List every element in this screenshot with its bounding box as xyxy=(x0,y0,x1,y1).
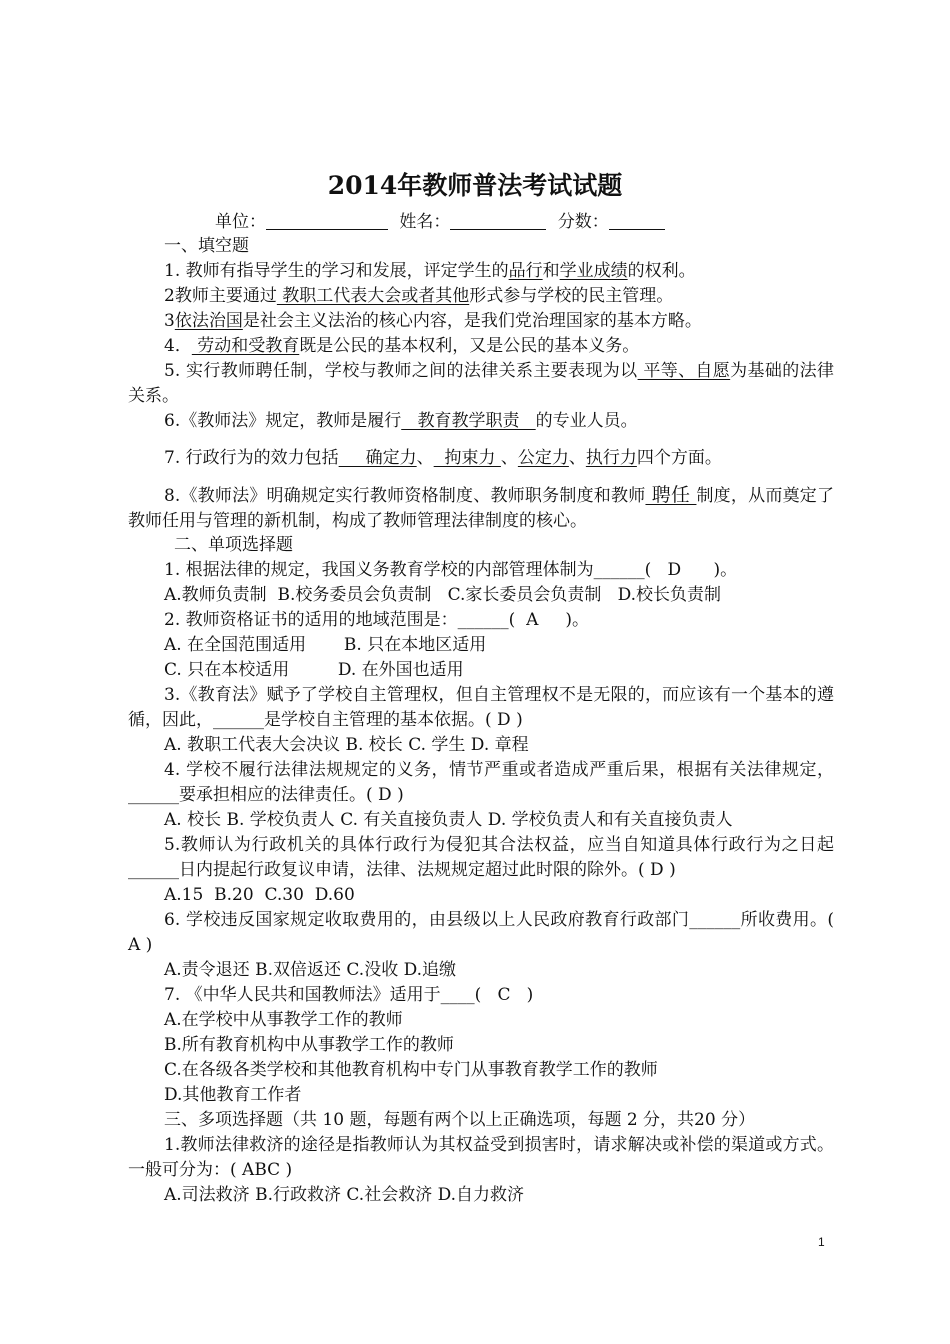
choice-question-3: 3.《教育法》赋予了学校自主管理权，但自主管理权不是无限的，而应该有一个基本的遵循，因此，______是学校自主管理的基本依据。( D ) xyxy=(128,685,834,730)
multi-question-1: 1.教师法律救济的途径是指教师认为其权益受到损害时，请求解决或补偿的渠道或方式。一般可分为：( ABC ) xyxy=(128,1135,834,1180)
header-fields xyxy=(215,210,921,235)
fill-question-8: 8.《教师法》明确规定实行教师资格制度、教师职务制度和教师 聘任 制度，从而奠定了教师任用与管理的新机制，构成了教师管理法律制度的核心。 xyxy=(128,484,835,531)
score-blank xyxy=(609,211,665,230)
fill-question-3: 3依法治国是社会主义法治的核心内容，是我们党治理国家的基本方略。 xyxy=(164,311,702,331)
choice-option: D.其他教育工作者 xyxy=(164,1085,302,1105)
unit-blank xyxy=(266,211,388,230)
choice-question-5: 5.教师认为行政机关的具体行政行为侵犯其合法权益，应当自知道具体行政行为之日起______日内提起行政复议申请，法律、法规规定超过此时限的除外。( D ) xyxy=(128,835,834,880)
fill-question-7: 7. 行政行为的效力包括 确定力、 拘束力 、公定力、执行力四个方面。 xyxy=(164,448,722,468)
choice-options: A. 校长 B. 学校负责人 C. 有关直接负责人 D. 学校负责人和有关直接负责人 xyxy=(164,810,733,830)
choice-options: A.司法救济 B.行政救济 C.社会救济 D.自力救济 xyxy=(164,1185,525,1205)
section-heading: 二、单项选择题 xyxy=(174,535,293,555)
choice-option: C.在各级各类学校和其他教育机构中专门从事教育教学工作的教师 xyxy=(164,1060,658,1080)
choice-question-4: 4. 学校不履行法律法规规定的义务，情节严重或者造成严重后果，根据有关法律规定，______要承担相应的法律责任。( D ) xyxy=(128,760,834,805)
choice-question-2: 2. 教师资格证书的适用的地域范围是：______( A )。 xyxy=(164,610,589,630)
choice-question-7: 7. 《中华人民共和国教师法》适用于____( C ) xyxy=(164,985,534,1005)
choice-option: A.在学校中从事教学工作的教师 xyxy=(164,1010,403,1030)
name-blank xyxy=(450,211,546,230)
choice-options: A.责令退还 B.双倍返还 C.没收 D.追缴 xyxy=(164,960,457,980)
choice-question-6: 6. 学校违反国家规定收取费用的，由县级以上人民政府教育行政部门______所收费用。( A ) xyxy=(128,910,834,955)
choice-option: B.所有教育机构中从事教学工作的教师 xyxy=(164,1035,454,1055)
section-heading: 一、填空题 xyxy=(164,236,249,256)
fill-question-4: 4． 劳动和受教育既是公民的基本权利，又是公民的基本义务。 xyxy=(164,336,640,356)
fill-question-1: 1. 教师有指导学生的学习和发展，评定学生的品行和学业成绩的权利。 xyxy=(164,261,696,281)
choice-question-1: 1. 根据法律的规定，我国义务教育学校的内部管理体制为______( D )。 xyxy=(164,560,738,580)
choice-options: C. 只在本校适用 D. 在外国也适用 xyxy=(164,660,464,680)
score-label: 分数： xyxy=(557,212,609,232)
fill-question-2: 2教师主要通过 教职工代表大会或者其他形式参与学校的民主管理。 xyxy=(164,286,674,306)
fill-question-5: 5. 实行教师聘任制，学校与教师之间的法律关系主要表现为以 平等、自愿为基础的法律关系。 xyxy=(128,361,835,406)
choice-options: A. 教职工代表大会决议 B. 校长 C. 学生 D. 章程 xyxy=(164,735,529,755)
page-title: 2014年教师普法考试试题 xyxy=(327,171,623,200)
page-number: 1 xyxy=(818,1235,825,1249)
section-heading: 三、多项选择题（共 10 题，每题有两个以上正确选项，每题 2 分，共20 分） xyxy=(164,1110,756,1130)
fill-question-6: 6.《教师法》规定，教师是履行 教育教学职责 的专业人员。 xyxy=(164,411,638,431)
choice-options: A.教师负责制 B.校务委员会负责制 C.家长委员会负责制 D.校长负责制 xyxy=(164,585,722,605)
choice-options: A.15 B.20 C.30 D.60 xyxy=(164,885,355,905)
unit-label: 单位： xyxy=(215,212,266,232)
name-label: 姓名： xyxy=(399,212,451,232)
choice-options: A. 在全国范围适用 B. 只在本地区适用 xyxy=(164,635,487,655)
